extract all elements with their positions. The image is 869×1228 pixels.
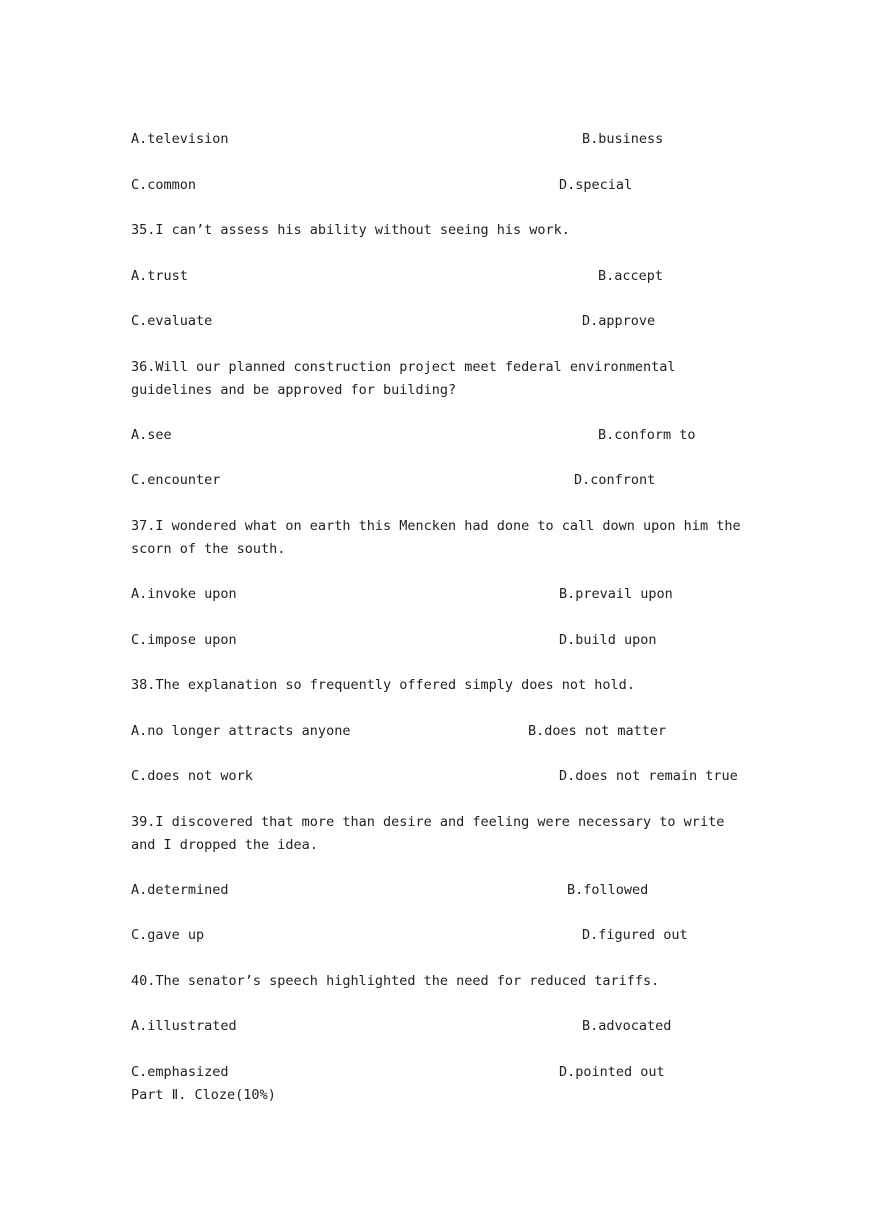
question-40-stem: 40.The senator’s speech highlighted the need for reduced tariffs. (131, 973, 660, 989)
option-c: C.common (131, 177, 197, 193)
option-c: C.emphasized (131, 1064, 229, 1080)
option-b: B.conform to (598, 427, 696, 443)
option-d: D.confront (574, 472, 656, 488)
option-c: C.evaluate (131, 313, 213, 329)
option-d: D.does not remain true (559, 768, 738, 784)
option-b: B.business (582, 131, 664, 147)
option-a: A.invoke upon (131, 586, 237, 602)
option-b: B.prevail upon (559, 586, 673, 602)
option-c: C.does not work (131, 768, 253, 784)
option-a: A.see (131, 427, 172, 443)
option-a: A.determined (131, 882, 229, 898)
option-d: D.pointed out (559, 1064, 665, 1080)
option-a: A.television (131, 131, 229, 147)
option-c: C.encounter (131, 472, 221, 488)
option-d: D.approve (582, 313, 656, 329)
option-d: D.figured out (582, 927, 688, 943)
option-b: B.followed (567, 882, 649, 898)
option-b: B.advocated (582, 1018, 672, 1034)
option-b: B.does not matter (528, 723, 667, 739)
option-c: C.impose upon (131, 632, 237, 648)
question-39-stem: 39.I discovered that more than desire and feeling were necessary to write and I dropped the idea. (131, 814, 725, 853)
question-38-stem: 38.The explanation so frequently offered simply does not hold. (131, 677, 635, 693)
option-a: A.illustrated (131, 1018, 237, 1034)
option-a: A.no longer attracts anyone (131, 723, 351, 739)
question-35-stem: 35.I can’t assess his ability without seeing his work. (131, 222, 570, 238)
question-37-stem: 37.I wondered what on earth this Mencken had done to call down upon him the scorn of the south. (131, 518, 741, 557)
option-a: A.trust (131, 268, 188, 284)
option-d: D.build upon (559, 632, 657, 648)
option-b: B.accept (598, 268, 664, 284)
option-d: D.special (559, 177, 633, 193)
section-heading: Part Ⅱ. Cloze(10%) (131, 1087, 276, 1103)
question-36-stem: 36.Will our planned construction project meet federal environmental guidelines and be approved for building? (131, 359, 676, 398)
option-c: C.gave up (131, 927, 205, 943)
